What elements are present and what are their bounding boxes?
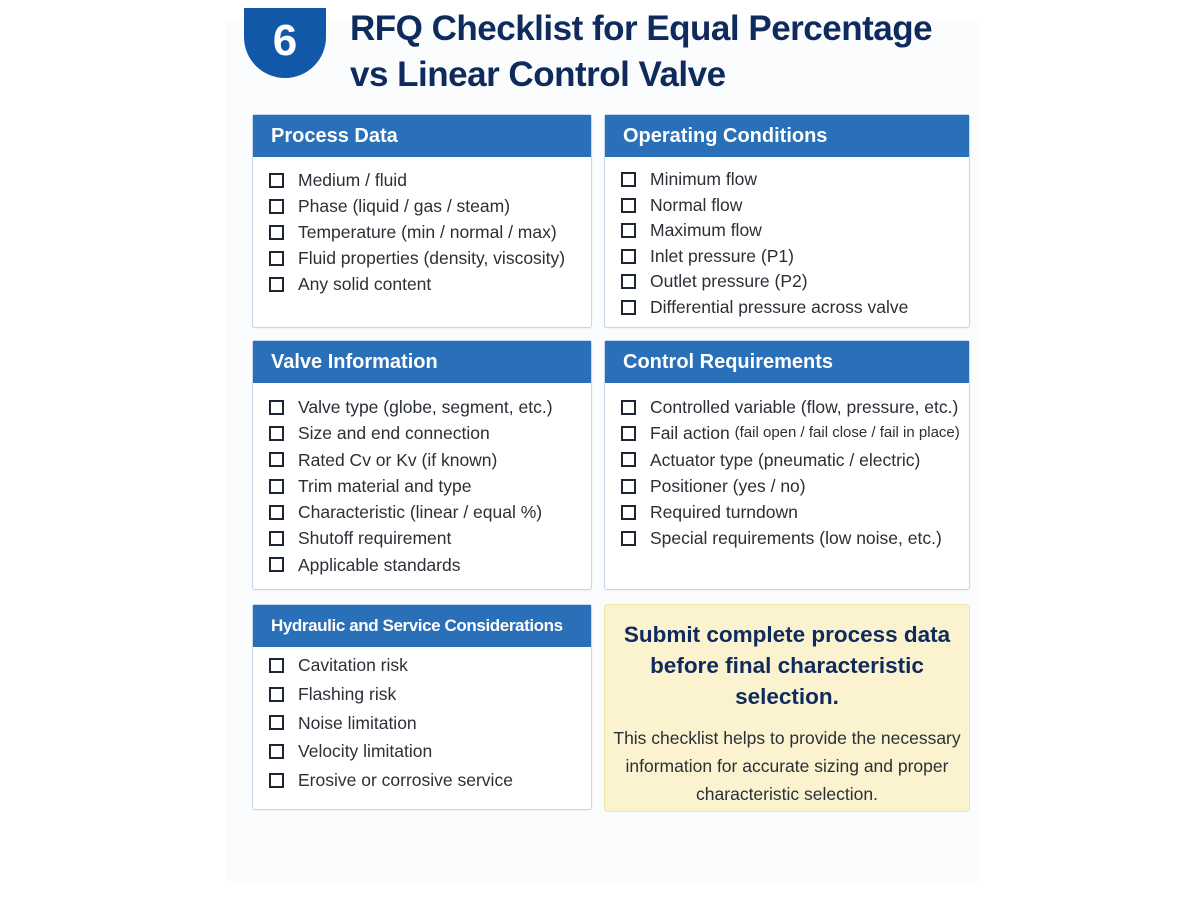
item-label: Minimum flow [650, 169, 757, 189]
checkbox-icon[interactable] [621, 531, 636, 546]
item-label: Fluid properties (density, viscosity) [298, 248, 566, 268]
item-label: Normal flow [650, 194, 743, 215]
item-label: Rated Cv or Kv (if known) [298, 449, 498, 470]
checkbox-icon[interactable] [621, 198, 636, 213]
hydraulic-service-card [252, 604, 592, 810]
list-item[interactable] [269, 193, 591, 219]
item-label: Phase (liquid / gas / steam) [298, 196, 511, 216]
valve-information-header: Valve Information [253, 341, 591, 383]
checkbox-icon[interactable] [269, 173, 284, 188]
list-item[interactable] [621, 473, 969, 499]
process-data-header: Process Data [253, 115, 591, 157]
operating-conditions-header: Operating Conditions [605, 115, 969, 157]
checkbox-icon[interactable] [621, 400, 636, 415]
list-item[interactable] [269, 499, 591, 525]
item-label: Required turndown [650, 502, 798, 523]
list-item[interactable] [269, 473, 591, 499]
checkbox-icon[interactable] [269, 452, 284, 467]
process-data-card [252, 114, 592, 328]
item-label: Outlet pressure (P2) [650, 271, 808, 291]
checkbox-icon[interactable] [269, 687, 284, 702]
item-label: Shutoff requirement [298, 528, 452, 549]
item-label: Trim material and type [298, 475, 472, 496]
checkbox-icon[interactable] [269, 773, 284, 788]
operating-conditions-card [604, 114, 970, 328]
checkbox-icon[interactable] [269, 479, 284, 494]
checkbox-icon[interactable] [269, 199, 284, 214]
list-item[interactable] [621, 193, 969, 219]
checkbox-icon[interactable] [269, 505, 284, 520]
list-item[interactable] [621, 269, 969, 295]
checkbox-icon[interactable] [269, 251, 284, 266]
list-item[interactable] [269, 525, 591, 551]
list-item[interactable] [269, 552, 591, 578]
list-item[interactable] [621, 420, 969, 446]
checkbox-icon[interactable] [621, 505, 636, 520]
list-item[interactable] [269, 271, 591, 297]
checkbox-icon[interactable] [621, 274, 636, 289]
valve-information-card [252, 340, 592, 590]
list-item[interactable] [269, 245, 591, 271]
control-requirements-header: Control Requirements [605, 341, 969, 383]
item-label: Fail action [650, 423, 730, 444]
checkbox-icon[interactable] [621, 249, 636, 264]
checkbox-icon[interactable] [621, 452, 636, 467]
list-item[interactable] [269, 167, 591, 193]
list-item[interactable] [621, 394, 969, 420]
checkbox-icon[interactable] [269, 715, 284, 730]
item-label: Special requirements (low noise, etc.) [650, 528, 942, 549]
callout-body: This checklist helps to provide the necessary information for accurate sizing and proper characteristic selection. [613, 728, 961, 804]
checkbox-icon[interactable] [621, 223, 636, 238]
item-label: Any solid content [298, 274, 432, 294]
item-label: Flashing risk [298, 683, 397, 704]
checkbox-icon[interactable] [269, 277, 284, 292]
item-label: Controlled variable (flow, pressure, etc.) [650, 397, 959, 417]
item-label: Actuator type (pneumatic / electric) [650, 449, 921, 470]
list-item[interactable] [621, 167, 969, 193]
process-data-list [253, 157, 591, 297]
checkbox-icon[interactable] [269, 557, 284, 572]
checkbox-icon[interactable] [621, 300, 636, 315]
item-label: Valve type (globe, segment, etc.) [298, 397, 553, 417]
list-item[interactable] [269, 766, 591, 795]
checkbox-icon[interactable] [269, 744, 284, 759]
list-item[interactable] [269, 709, 591, 738]
callout-headline: Submit complete process data before final characteristic selection. [623, 622, 951, 709]
item-label: Velocity limitation [298, 741, 433, 762]
item-label: Positioner (yes / no) [650, 475, 806, 496]
list-item[interactable] [269, 737, 591, 766]
submit-callout [604, 604, 970, 812]
item-label: Characteristic (linear / equal %) [298, 502, 543, 523]
item-label: Differential pressure across valve [650, 296, 909, 317]
list-item[interactable] [621, 244, 969, 270]
item-label: Temperature (min / normal / max) [298, 222, 557, 242]
control-requirements-list [605, 383, 969, 552]
hydraulic-service-list [253, 647, 591, 795]
item-label: Noise limitation [298, 712, 417, 733]
control-requirements-card [604, 340, 970, 590]
list-item[interactable] [621, 447, 969, 473]
list-item[interactable] [269, 219, 591, 245]
item-label: Erosive or corrosive service [298, 770, 513, 791]
list-item[interactable] [269, 394, 591, 420]
list-item[interactable] [621, 218, 969, 244]
checkbox-icon[interactable] [269, 225, 284, 240]
hydraulic-service-header: Hydraulic and Service Considerations [253, 605, 591, 647]
item-label: Size and end connection [298, 423, 490, 444]
valve-information-list [253, 383, 591, 578]
fail-action-note: (fail open / fail close / fail in place) [734, 424, 960, 442]
checkbox-icon[interactable] [269, 531, 284, 546]
section-number-badge: 6 [244, 8, 326, 78]
item-label: Inlet pressure (P1) [650, 245, 794, 266]
checkbox-icon[interactable] [621, 426, 636, 441]
checkbox-icon[interactable] [621, 172, 636, 187]
list-item[interactable] [621, 295, 969, 321]
list-item[interactable] [269, 447, 591, 473]
item-label: Maximum flow [650, 220, 762, 240]
item-label: Medium / fluid [298, 170, 407, 190]
checkbox-icon[interactable] [269, 426, 284, 441]
operating-conditions-list [605, 157, 969, 320]
item-label: Cavitation risk [298, 655, 408, 675]
item-label: Applicable standards [298, 554, 461, 575]
list-item[interactable] [269, 680, 591, 709]
list-item[interactable] [621, 499, 969, 525]
checkbox-icon[interactable] [621, 479, 636, 494]
list-item[interactable] [269, 420, 591, 446]
checkbox-icon[interactable] [269, 658, 284, 673]
list-item[interactable] [269, 651, 591, 680]
list-item[interactable] [621, 525, 969, 551]
checkbox-icon[interactable] [269, 400, 284, 415]
page-title: RFQ Checklist for Equal Percentage vs Linear Control Valve [350, 9, 933, 94]
